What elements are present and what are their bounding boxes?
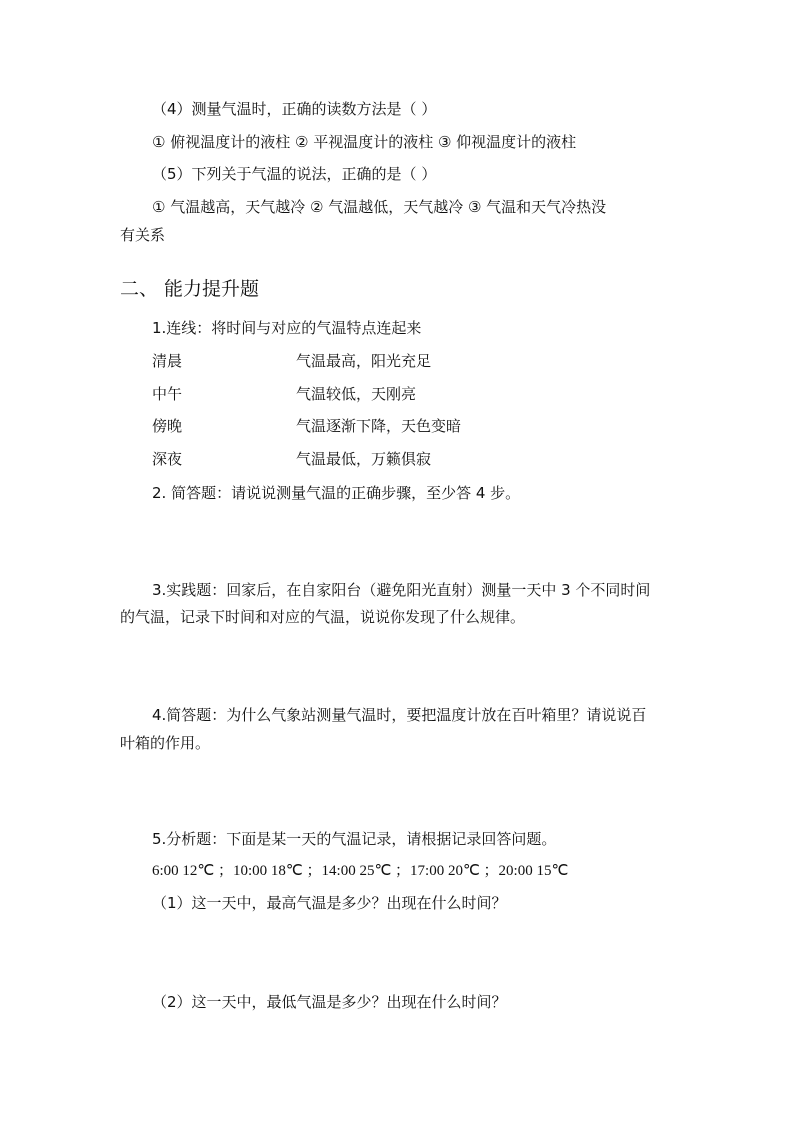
matching-question-title: 1.连线：将时间与对应的气温特点连起来 [152,319,422,337]
question-4: （4）测量气温时，正确的读数方法是（ ） [152,100,437,118]
question-5-options-line1: ① 气温越高，天气越冷 ② 气温越低，天气越冷 ③ 气温和天气冷热没 [152,198,607,216]
short-answer-question-4-line1: 4.简答题：为什么气象站测量气温时，要把温度计放在百叶箱里？请说说百 [152,706,647,724]
question-5: （5）下列关于气温的说法，正确的是（ ） [152,165,437,183]
matching-row-2-feature: 气温较低，天刚亮 [296,385,417,403]
matching-row-3-time: 傍晚 [152,417,183,435]
analysis-subquestion-2: （2）这一天中，最低气温是多少？出现在什么时间？ [152,993,507,1011]
matching-row-4-feature: 气温最低，万籁俱寂 [296,450,432,468]
short-answer-question-4-line2: 叶箱的作用。 [120,734,211,752]
matching-row-2-time: 中午 [152,385,183,403]
matching-row-1-time: 清晨 [152,352,183,370]
practice-question-3-line1: 3.实践题：回家后，在自家阳台（避免阳光直射）测量一天中 3 个不同时间 [152,581,651,599]
question-4-options: ① 俯视温度计的液柱 ② 平视温度计的液柱 ③ 仰视温度计的液柱 [152,133,577,151]
short-answer-question-2: 2. 简答题：请说说测量气温的正确步骤，至少答 4 步。 [152,484,521,502]
matching-row-3-feature: 气温逐渐下降，天色变暗 [296,417,462,435]
analysis-subquestion-1: （1）这一天中，最高气温是多少？出现在什么时间？ [152,894,507,912]
question-5-options-line2: 有关系 [120,226,166,244]
analysis-question-5-title: 5.分析题：下面是某一天的气温记录，请根据记录回答问题。 [152,830,557,848]
matching-row-4-time: 深夜 [152,450,183,468]
practice-question-3-line2: 的气温，记录下时间和对应的气温，说说你发现了什么规律。 [120,608,526,626]
section-heading: 二、 能力提升题 [120,278,260,300]
matching-row-1-feature: 气温最高，阳光充足 [296,352,432,370]
temperature-record: 6:00 12℃ ；10:00 18℃ ；14:00 25℃ ；17:00 20℃ ；20:00 15℃ [152,863,569,879]
